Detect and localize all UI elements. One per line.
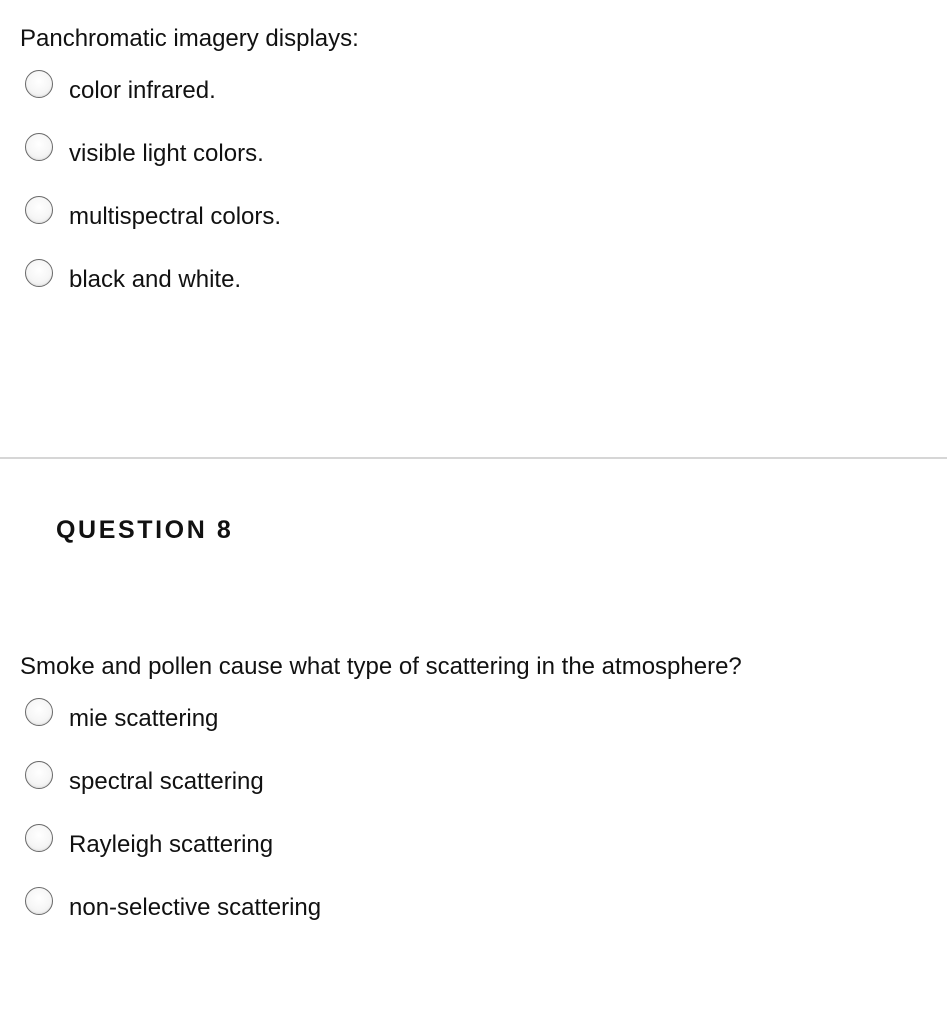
option-label: color infrared. xyxy=(69,77,216,104)
option-label: spectral scattering xyxy=(69,768,264,795)
question-7-option-1[interactable] xyxy=(0,69,947,132)
question-7-option-3[interactable] xyxy=(0,195,947,258)
option-label: non-selective scattering xyxy=(69,894,322,921)
option-label: multispectral colors. xyxy=(69,203,282,230)
question-8-option-3[interactable] xyxy=(0,823,947,886)
question-7-option-4[interactable] xyxy=(0,258,947,321)
question-7-option-2[interactable] xyxy=(0,132,947,195)
option-label: mie scattering xyxy=(69,705,219,732)
question-8-prompt: Smoke and pollen cause what type of scattering in the atmosphere? xyxy=(20,653,742,680)
question-8-heading: QUESTION 8 xyxy=(56,516,234,544)
question-7-prompt: Panchromatic imagery displays: xyxy=(20,25,359,52)
option-label: Rayleigh scattering xyxy=(69,831,274,858)
question-7-options xyxy=(0,69,947,321)
radio-button[interactable] xyxy=(25,887,53,915)
radio-button[interactable] xyxy=(25,698,53,726)
radio-button[interactable] xyxy=(25,70,53,98)
radio-button[interactable] xyxy=(25,259,53,287)
question-8-option-1[interactable] xyxy=(0,697,947,760)
radio-button[interactable] xyxy=(25,196,53,224)
question-8-options xyxy=(0,697,947,949)
option-label: visible light colors. xyxy=(69,140,264,167)
radio-button[interactable] xyxy=(25,133,53,161)
question-8-option-2[interactable] xyxy=(0,760,947,823)
question-divider xyxy=(0,457,947,459)
question-8-option-4[interactable] xyxy=(0,886,947,949)
option-label: black and white. xyxy=(69,266,242,293)
radio-button[interactable] xyxy=(25,824,53,852)
radio-button[interactable] xyxy=(25,761,53,789)
